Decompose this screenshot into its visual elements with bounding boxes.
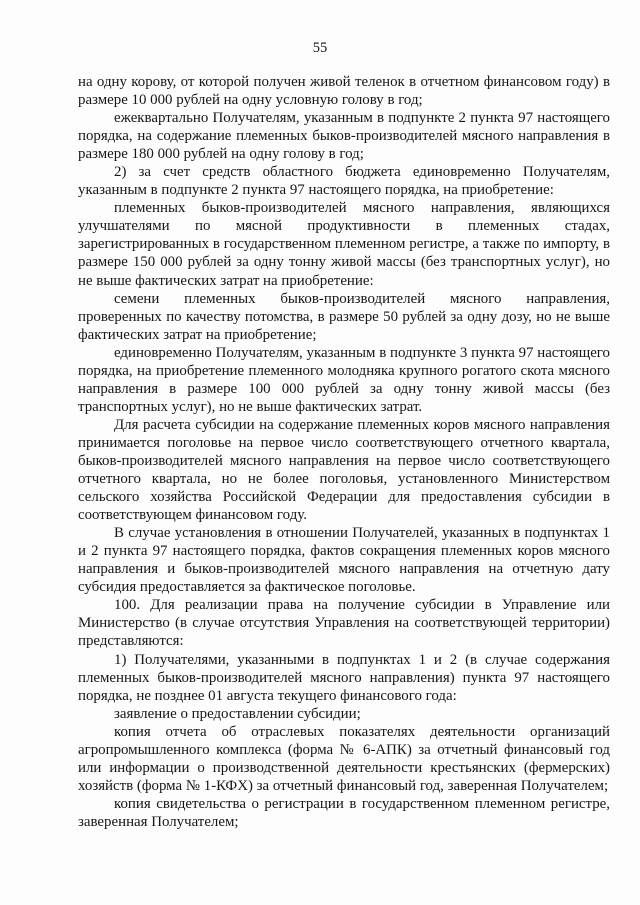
paragraph-3: 2) за счет средств областного бюджета единовременно Получателям, указанным в подпункте 2 пункта 97 настоящего порядка, на приобретение:: [78, 164, 610, 199]
paragraph-4: племенных быков-производителей мясного направления, являющихся улучшателями по мясной продуктивности в племенных стадах, зарегистрированных в государственном племенном регистре, а также по импорту, в размере 150 000 рублей за одну тонну живой массы (без транспортных услуг), но не выше фактических затрат на приобретение:: [78, 200, 610, 289]
paragraph-11: заявление о предоставлении субсидии;: [114, 705, 361, 722]
paragraph-1: на одну корову, от которой получен живой теленок в отчетном финансовом году) в размере 10 000 рублей на одну условную голову в год;: [78, 74, 610, 109]
paragraph-13: копия свидетельства о регистрации в государственном племенном регистре, заверенная Получателем;: [78, 795, 610, 830]
page-number: 55: [312, 40, 328, 56]
paragraph-8: В случае установления в отношении Получателей, указанных в подпунктах 1 и 2 пункта 97 настоящего порядка, фактов сокращения племенных коров мясного направления и быков-производителей мясного направления на отчетную дату субсидия предоставляется за фактическое поголовье.: [78, 525, 610, 596]
paragraph-7: Для расчета субсидии на содержание племенных коров мясного направления принимается поголовье на первое число соответствующего отчетного квартала, быков-производителей мясного направления на первое число соответствующего отчетного квартала, но не более поголовья, установленного Министерством сельского хозяйства Российской Федерации для предоставления субсидии в соответствующем финансовом году.: [78, 416, 610, 524]
paragraph-2: ежеквартально Получателям, указанным в подпункте 2 пункта 97 настоящего порядка, на содержание племенных быков-производителей мясного направления в размере 180 000 рублей на одну голову в год;: [78, 110, 610, 163]
paragraph-9: 100. Для реализации права на получение субсидии в Управление или Министерство (в случае отсутствия Управления на соответствующей территории) представляются:: [78, 597, 610, 650]
paragraph-10: 1) Получателями, указанными в подпунктах 1 и 2 (в случае содержания племенных быков-производителей мясного направления) пункта 97 настоящего порядка, не позднее 01 августа текущего финансового года:: [78, 651, 610, 704]
paragraph-6: единовременно Получателям, указанным в подпункте 3 пункта 97 настоящего порядка, на приобретение племенного молодняка крупного рогатого скота мясного направления в размере 100 000 рублей за одну тонну живой массы (без транспортных услуг), но не выше фактических затрат.: [78, 344, 610, 415]
document-body: [78, 73, 610, 831]
paragraph-12: копия отчета об отраслевых показателях деятельности организаций агропромышленного комплекса (форма № 6-АПК) за отчетный финансовый год или информации о производственной деятельности крестьянских (фермерских) хозяйств (форма № 1-КФХ) за отчетный финансовый год, заверенная Получателем;: [78, 723, 610, 794]
paragraph-5: семени племенных быков-производителей мясного направления, проверенных по качеству потомства, в размере 50 рублей за одну дозу, но не выше фактических затрат на приобретение;: [78, 290, 610, 343]
